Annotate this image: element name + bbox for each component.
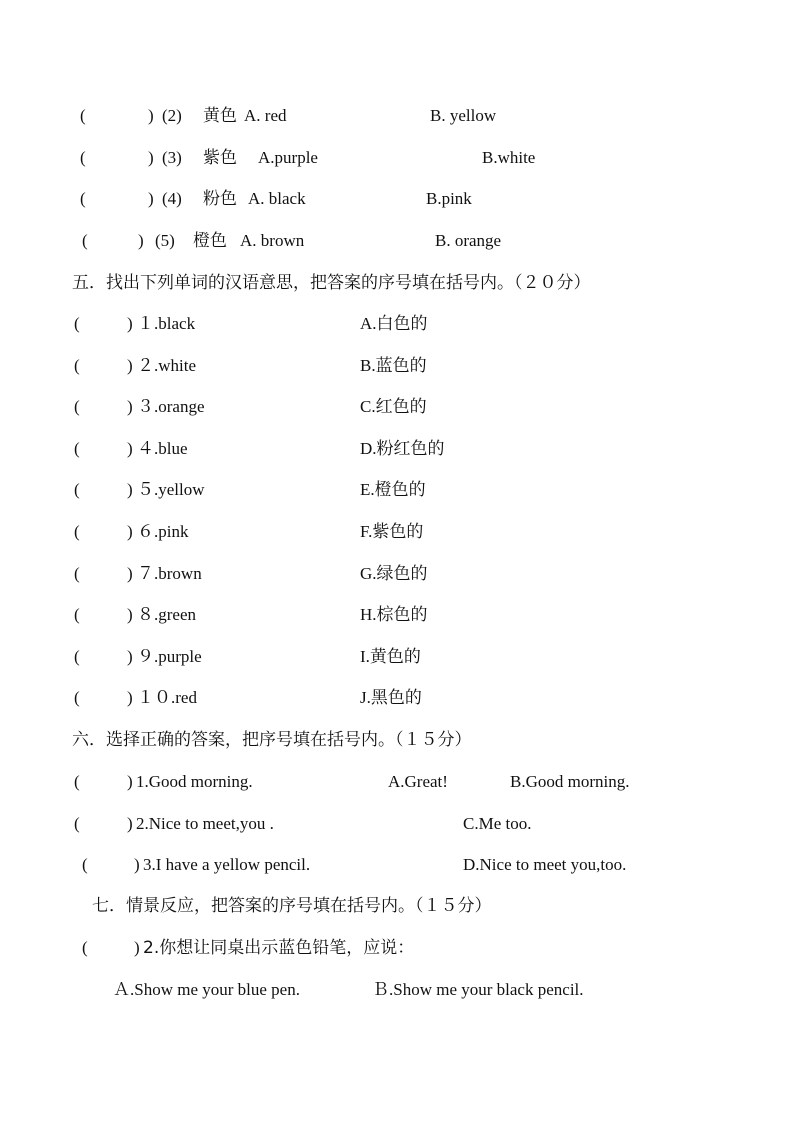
english-word: ３.orange: [137, 397, 205, 417]
chinese-option: H.棕色的: [360, 605, 428, 625]
answer-blank-open: (: [74, 563, 80, 583]
english-word: ９.purple: [137, 646, 202, 666]
s7-option-b: Ｂ.Show me your black pencil.: [372, 980, 584, 999]
english-word: ６.pink: [137, 522, 189, 541]
option-a: A.purple: [258, 148, 318, 167]
option-a: A. black: [248, 189, 306, 208]
answer-blank-open: (: [74, 688, 80, 708]
chinese-option: D.粉红色的: [360, 438, 445, 458]
answer-blank-open: (: [80, 148, 86, 167]
chinese-option: I.黄色的: [360, 646, 421, 666]
answer-blank-open: (: [82, 231, 88, 250]
english-word: ４.blue: [137, 438, 188, 458]
section-6-heading: 六．选择正确的答案，把序号填在括号内。（１５分）: [72, 730, 472, 750]
answer-blank-close: ): [127, 688, 133, 708]
answer-blank-close: ): [127, 314, 133, 333]
question-number: (2): [162, 106, 182, 125]
answer-blank-open: (: [74, 355, 80, 375]
option-b: B.pink: [426, 189, 472, 208]
question: 2.Nice to meet,you .: [136, 814, 274, 833]
answer-blank-open: (: [74, 522, 80, 541]
answer-blank-close: ): [134, 855, 140, 874]
answer-blank-open: (: [74, 814, 80, 833]
english-word: ８.green: [137, 605, 197, 625]
s7-option-a: Ａ.Show me your blue pen.: [113, 980, 300, 999]
answer-blank-open: (: [74, 646, 80, 666]
option-a: A. red: [244, 106, 287, 125]
question: 3.I have a yellow pencil.: [143, 855, 311, 874]
answer-blank-open: (: [74, 772, 80, 791]
answer-blank-close: ): [127, 814, 133, 833]
english-word: ７.brown: [137, 563, 202, 583]
english-word: １０.red: [137, 688, 197, 708]
answer-blank-open: (: [80, 106, 86, 125]
section-7-heading: 七．情景反应，把答案的序号填在括号内。（１５分）: [92, 896, 492, 916]
answer-blank-close: ): [127, 438, 133, 458]
answer-blank-open: (: [74, 314, 80, 333]
option-a: A.Great!: [388, 772, 448, 791]
chinese-option: F.紫色的: [360, 522, 424, 541]
option-b: B.white: [482, 148, 536, 167]
section-5-heading: 五．找出下列单词的汉语意思，把答案的序号填在括号内。（２０分）: [72, 273, 591, 293]
answer-blank-close: ): [148, 106, 154, 125]
chinese-word: 黄色: [203, 106, 237, 126]
chinese-word: 粉色: [203, 189, 237, 209]
answer-blank-open: (: [74, 438, 80, 458]
answer-blank-open: (: [80, 189, 86, 208]
answer-blank-close: ): [127, 480, 133, 500]
answer-blank-close: ): [127, 605, 133, 625]
option-c: C.Me too.: [463, 814, 532, 833]
chinese-option: E.橙色的: [360, 480, 426, 500]
english-word: ２.white: [137, 355, 197, 375]
answer-blank-close: ): [148, 148, 154, 167]
option-a: A. brown: [240, 231, 305, 250]
answer-blank-open: (: [74, 605, 80, 625]
answer-blank-close: ): [148, 189, 154, 208]
answer-blank-close: ): [127, 522, 133, 541]
question-number: (3): [162, 148, 182, 167]
chinese-option: B.蓝色的: [360, 355, 427, 375]
option-b: B. orange: [435, 231, 502, 250]
chinese-option: A.白色的: [360, 314, 428, 333]
chinese-word: 橙色: [193, 231, 227, 251]
question-number: (4): [162, 189, 182, 208]
answer-blank-open: (: [82, 938, 88, 957]
answer-blank-close: ): [127, 397, 133, 417]
option-d: D.Nice to meet you,too.: [463, 855, 627, 874]
chinese-option: C.红色的: [360, 397, 427, 417]
answer-blank-open: (: [82, 855, 88, 874]
answer-blank-close: ): [127, 646, 133, 666]
answer-blank-close: ): [127, 772, 133, 791]
question: 2.你想让同桌出示蓝色铅笔，应说：: [143, 938, 415, 958]
question-number: (5): [155, 231, 175, 250]
answer-blank-close: ): [127, 355, 133, 375]
english-word: ５.yellow: [137, 480, 205, 500]
english-word: １.black: [137, 314, 196, 333]
answer-blank-close: ): [134, 938, 140, 957]
chinese-option: G.绿色的: [360, 563, 428, 583]
answer-blank-open: (: [74, 480, 80, 500]
option-b: B.Good morning.: [510, 772, 630, 791]
answer-blank-close: ): [127, 563, 133, 583]
question: 1.Good morning.: [136, 772, 253, 791]
option-b: B. yellow: [430, 106, 497, 125]
answer-blank-close: ): [138, 231, 144, 250]
answer-blank-open: (: [74, 397, 80, 417]
chinese-option: J.黑色的: [360, 688, 422, 708]
chinese-word: 紫色: [203, 148, 237, 168]
